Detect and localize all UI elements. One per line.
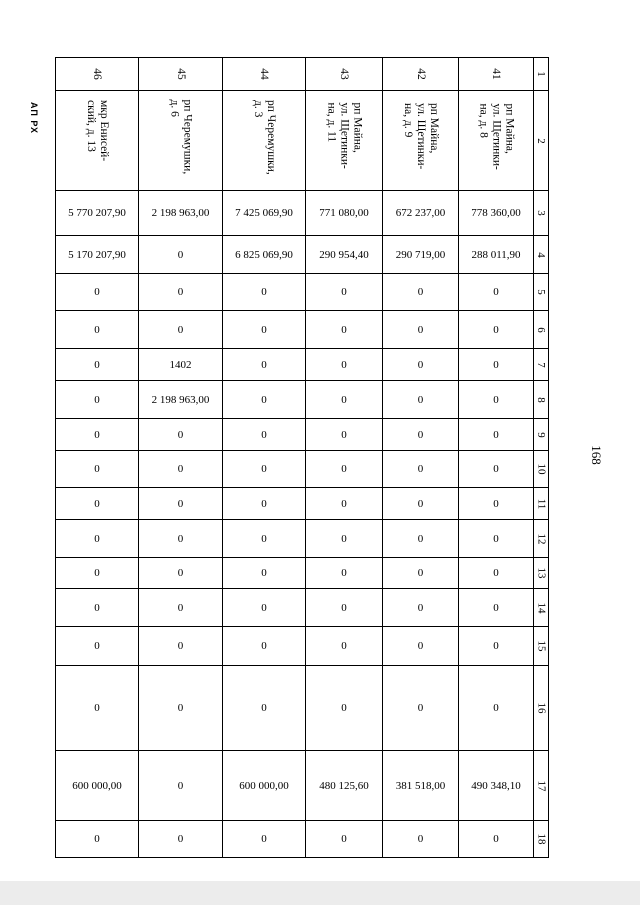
value-cell: 0 [94,393,100,406]
column-number [534,419,548,450]
value-cell: 0 [177,428,184,441]
value-cell: 288 011,90 [471,248,521,261]
value-cell: 5 770 207,90 [68,207,126,219]
column-number [534,488,548,519]
value-cell: 0 [417,358,424,371]
value-cell: 0 [261,323,267,336]
column-number [534,666,548,750]
value-cell: 0 [341,640,347,652]
column-number-label: 15 [535,640,547,652]
column-number [534,751,548,820]
row-id: 45 [174,68,187,80]
value-cell: 0 [94,833,100,845]
value-cell: 0 [493,428,499,441]
value-cell: 0 [417,567,424,579]
value-cell: 0 [177,532,184,545]
column-number-label: 7 [535,361,547,368]
value-cell: 0 [493,323,499,336]
value-cell: 0 [493,640,499,652]
column-number-label: 11 [535,498,547,509]
row-id-cell [223,58,305,90]
value-cell: 0 [177,463,184,475]
page-number: 168 [589,445,604,465]
value-cell: 0 [94,323,100,336]
value-cell: 0 [493,497,499,510]
value-cell: 490 348,10 [471,779,521,792]
address-text: рп Черемушки, д. 3 [252,99,277,175]
value-cell: 0 [493,567,499,579]
value-cell: 381 518,00 [395,779,446,792]
column-number-label: 2 [535,137,547,144]
column-number [534,381,548,418]
value-cell: 0 [493,532,499,545]
column-number-label: 10 [535,463,547,475]
value-cell: 778 360,00 [471,207,521,219]
value-cell: 0 [341,497,347,510]
value-cell: 0 [177,286,184,298]
value-cell: 0 [94,640,100,652]
value-cell: 480 125,60 [319,779,369,792]
column-number [534,191,548,235]
address-cell [139,91,222,190]
row-id: 41 [490,68,502,80]
value-cell: 0 [177,248,184,261]
value-cell: 0 [341,532,347,545]
value-cell: 0 [417,601,424,614]
column-number [534,311,548,348]
value-cell: 7 425 069,90 [235,207,293,219]
value-cell: 0 [261,567,267,579]
address-text: мкр Енисей- ский, д. 13 [85,99,110,161]
value-cell: 0 [261,532,267,545]
value-cell: 0 [417,463,424,475]
value-cell: 2 198 963,00 [151,207,210,219]
column-number [534,520,548,557]
value-cell: 0 [493,463,499,475]
value-cell: 0 [261,463,267,475]
column-number [534,627,548,665]
value-cell: 0 [341,567,347,579]
row-id-cell [459,58,533,90]
value-cell: 0 [417,497,424,510]
address-text: рп Черемушки, д. 6 [168,99,194,174]
column-number [534,558,548,588]
value-cell: 0 [177,640,184,652]
column-number [534,58,548,90]
value-cell: 0 [177,497,184,510]
value-cell: 0 [417,428,424,441]
value-cell: 0 [261,497,267,510]
value-cell: 0 [493,702,499,714]
value-cell: 0 [341,323,347,336]
value-cell: 0 [493,358,499,371]
value-cell: 0 [341,463,347,475]
value-cell: 0 [341,601,347,614]
value-cell: 2 198 963,00 [151,393,210,406]
row-id-cell [306,58,382,90]
value-cell: 0 [417,286,424,298]
address-text: рп Майна, ул. Щетинки- на, д. 8 [477,103,516,170]
value-cell: 0 [493,286,499,298]
value-cell: 0 [417,640,424,652]
value-cell: 0 [261,286,267,298]
column-number-label: 3 [535,210,547,216]
row-id: 43 [338,68,350,80]
column-number-label: 13 [535,567,547,579]
value-cell: 0 [177,567,184,579]
value-cell: 0 [177,601,184,614]
column-number [534,274,548,310]
value-cell: 290 954,40 [319,248,369,261]
value-cell: 0 [94,463,100,475]
column-number [534,451,548,487]
row-id-cell [139,58,222,90]
address-cell [56,91,138,190]
value-cell: 0 [94,601,100,614]
value-cell: 0 [341,393,347,406]
value-cell: 0 [261,601,267,614]
row-id: 42 [414,68,427,80]
value-cell: 0 [493,393,499,406]
column-number [534,821,548,857]
value-cell: 0 [94,567,100,579]
column-number-label: 14 [535,602,547,613]
value-cell: 0 [94,702,100,714]
value-cell: 771 080,00 [319,207,369,219]
value-cell: 0 [177,779,184,792]
value-cell: 0 [261,833,267,845]
value-cell: 5 170 207,90 [68,248,126,261]
value-cell: 0 [177,323,184,336]
value-cell: 0 [177,702,184,714]
value-cell: 0 [417,702,424,714]
value-cell: 0 [94,532,100,545]
value-cell: 0 [94,428,100,441]
row-id-cell [383,58,458,90]
column-number-label: 17 [535,780,547,791]
value-cell: 0 [341,833,347,845]
value-cell: 6 825 069,90 [235,248,293,261]
value-cell: 0 [261,702,267,714]
value-cell: 0 [341,702,347,714]
value-cell: 0 [94,286,100,298]
value-cell: 0 [261,428,267,441]
value-cell: 0 [417,323,424,336]
value-cell: 0 [177,833,184,845]
value-cell: 0 [94,358,100,371]
column-number-label: 16 [535,702,547,714]
row-id-cell [56,58,138,90]
address-cell [459,91,533,190]
address-cell [306,91,382,190]
value-cell: 0 [261,358,267,371]
column-number-label: 9 [535,431,547,438]
column-number [534,236,548,273]
column-number [534,349,548,380]
value-cell: 0 [341,286,347,298]
address-text: рп Майна, ул. Щетинки- на, д. 11 [325,102,364,169]
value-cell: 0 [493,833,499,845]
address-cell [383,91,458,190]
page-bottom-edge [0,881,640,905]
value-cell: 0 [417,393,424,406]
value-cell: 1402 [169,358,192,371]
value-cell: 672 237,00 [395,207,446,219]
column-number-label: 18 [535,833,547,845]
column-number [534,589,548,626]
value-cell: 0 [417,532,424,545]
column-number-label: 6 [535,326,547,333]
column-number-label: 4 [535,251,547,258]
value-cell: 0 [261,393,267,406]
row-id: 46 [91,68,103,80]
address-cell [223,91,305,190]
row-id: 44 [258,68,270,80]
value-cell: 0 [417,833,424,845]
column-number-label: 5 [535,289,547,295]
address-text: рп Майна, ул. Щетинки- на, д. 9 [402,103,440,170]
column-number-label: 8 [535,396,547,403]
value-cell: 600 000,00 [239,779,289,792]
value-cell: 0 [341,358,347,371]
value-cell: 0 [261,640,267,652]
value-cell: 290 719,00 [395,248,446,261]
value-cell: 0 [341,428,347,441]
value-cell: 600 000,00 [72,779,122,792]
value-cell: 0 [94,497,100,510]
stamp-text: АП РХ [29,102,39,135]
column-number [534,91,548,190]
column-number-label: 12 [535,533,547,544]
column-number-label: 1 [535,71,547,77]
value-cell: 0 [493,601,499,614]
